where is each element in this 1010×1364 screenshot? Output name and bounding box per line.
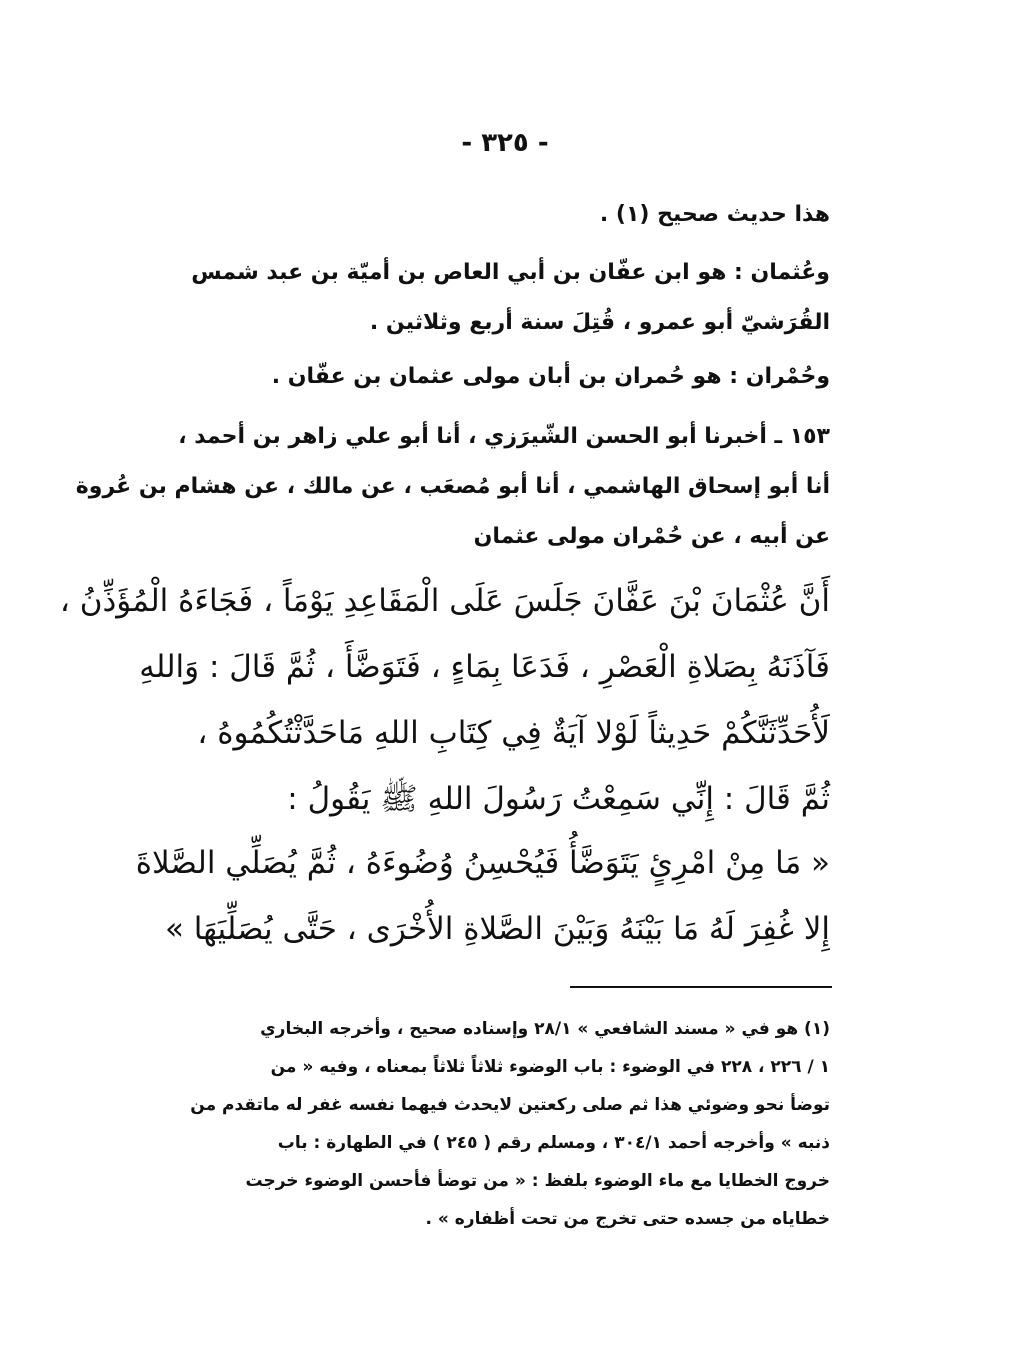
page-number: - ٣٢٥ -: [461, 128, 549, 158]
text-line: أنا أبو إسحاق الهاشمي ، أنا أبو مُصعَب ، عن مالك ، عن هشام بن عُروة: [75, 474, 830, 499]
paragraph-isnad: [75, 412, 830, 562]
footnote-line: خطاياه من جسده حتى تخرج من تحت أظفاره » .: [425, 1209, 830, 1229]
footnote-line: خروج الخطايا مع ماء الوضوء بلفظ : « من توضأ فأحسن الوضوء خرجت: [245, 1171, 830, 1191]
footnote: [180, 1010, 830, 1238]
paragraph-hadith-grade: [180, 190, 830, 240]
hadith-line: لَأُحَدِّثَنَّكُمْ حَدِيثاً لَوْلا آيَةٌ فِي كِتَابِ اللهِ مَاحَدَّثْتُكُمُوهُ ،: [197, 715, 830, 751]
hadith-matn: [59, 568, 830, 832]
footnote-line: توضأ نحو وضوئي هذا ثم صلى ركعتين لايحدث فيهما نفسه غفر له ماتقدم من: [190, 1095, 830, 1115]
hadith-prophetic-saying: [135, 830, 830, 962]
text-line: القُرَشيّ أبو عمرو ، قُتِلَ سنة أربع وثلاثين .: [369, 310, 830, 335]
footnote-line: ذنبه » وأخرجه أحمد ٣٠٤/١ ، ومسلم رقم ( ٢٤٥ ) في الطهارة : باب: [277, 1133, 830, 1153]
text-line: وعُثمان : هو ابن عفّان بن أبي العاص بن أميّة بن عبد شمس: [191, 260, 830, 285]
text-line: ١٥٣ ـ أخبرنا أبو الحسن الشّيرَزي ، أنا أبو علي زاهر بن أحمد ،: [178, 424, 830, 449]
text-line: عن أبيه ، عن حُمْران مولى عثمان: [473, 524, 830, 549]
hadith-line: ثُمَّ قَالَ : إِنِّي سَمِعْتُ رَسُولَ اللهِ ﷺ يَقُولُ :: [287, 781, 830, 817]
paragraph-humran-bio: [180, 352, 830, 402]
text-line: هذا حديث صحيح (١) .: [599, 202, 830, 227]
paragraph-uthman-bio: [180, 248, 830, 348]
hadith-line: فَآذَنَهُ بِصَلاةِ الْعَصْرِ ، فَدَعَا بِمَاءٍ ، فَتَوَضَّأَ ، ثُمَّ قَالَ : وَاللهِ: [139, 649, 830, 685]
hadith-line: أَنَّ عُثْمَانَ بْنَ عَفَّانَ جَلَسَ عَلَى الْمَقَاعِدِ يَوْمَاً ، فَجَاءَهُ الْمُؤَذِّنُ ،: [59, 583, 830, 619]
footnote-divider: [570, 986, 832, 988]
hadith-line: إِلا غُفِرَ لَهُ مَا بَيْنَهُ وَبَيْنَ الصَّلاةِ الأُخْرَى ، حَتَّى يُصَلِّيَهَا »: [164, 911, 830, 947]
hadith-line: « مَا مِنْ امْرِئٍ يَتَوَضَّأُ فَيُحْسِنُ وُضُوءَهُ ، ثُمَّ يُصَلِّي الصَّلاةَ: [135, 845, 830, 881]
text-line: وحُمْران : هو حُمران بن أبان مولى عثمان بن عفّان .: [271, 364, 830, 389]
footnote-line: (١) هو في « مسند الشافعي » ٢٨/١ وإسناده صحيح ، وأخرجه البخاري: [260, 1019, 830, 1039]
footnote-line: ١ / ٢٢٦ ، ٢٢٨ في الوضوء : باب الوضوء ثلاثاً ثلاثاً بمعناه ، وفيه « من: [270, 1057, 830, 1077]
